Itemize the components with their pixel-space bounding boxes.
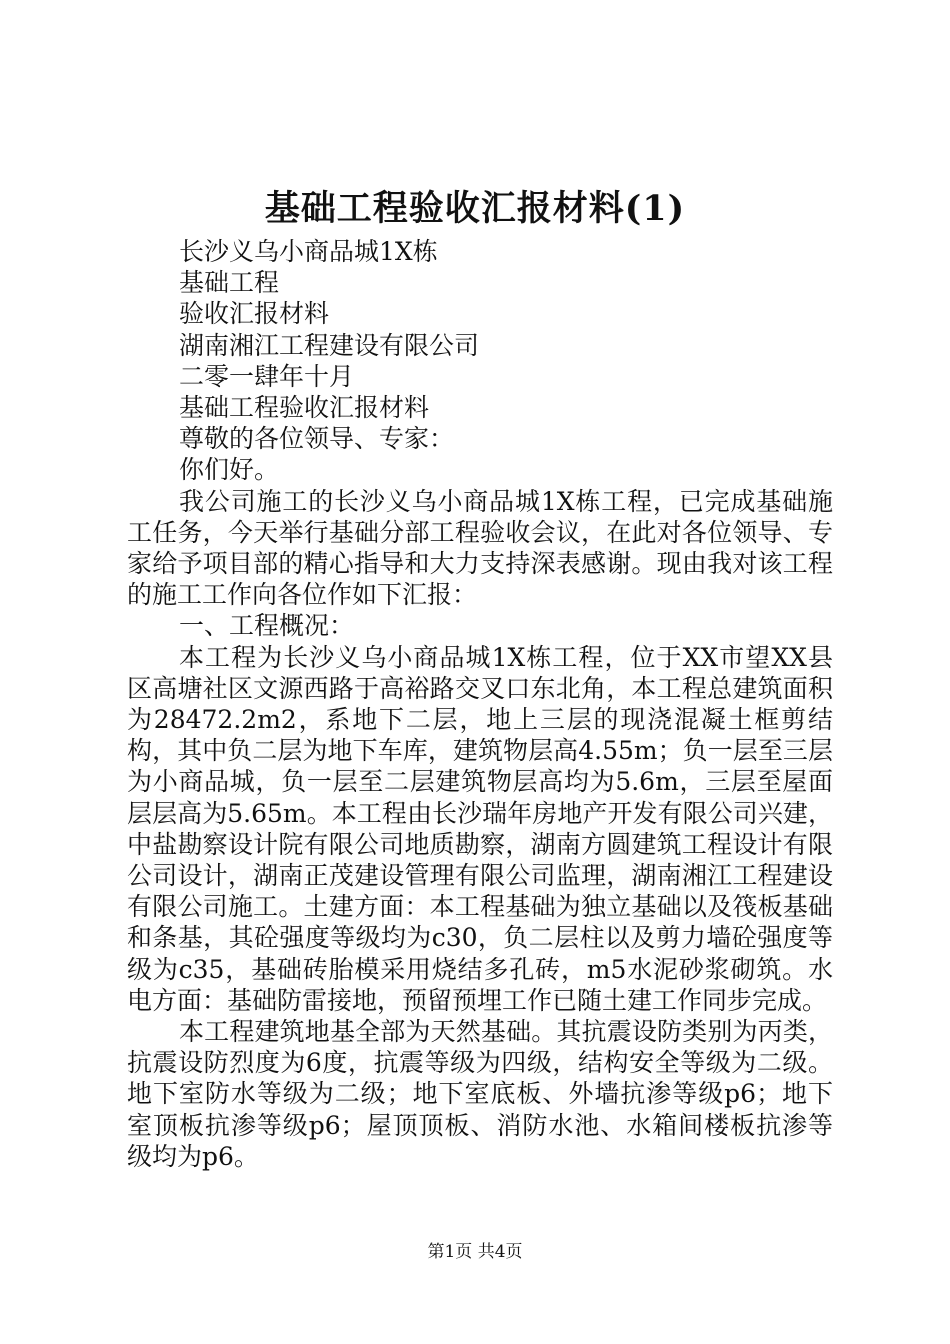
document-title: 基础工程验收汇报材料(1) [264, 188, 686, 229]
header-line-date: 二零一肆年十月 [179, 361, 355, 391]
header-line-subtitle: 基础工程验收汇报材料 [179, 393, 430, 423]
header-line-doc-type: 验收汇报材料 [179, 299, 330, 329]
header-line-company: 湖南湘江工程建设有限公司 [179, 330, 480, 360]
greeting: 你们好。 [179, 455, 280, 485]
paragraph-intro: 我公司施工的长沙义乌小商品城1X栋工程，已完成基础施工任务，今天举行基础分部工程验收会议，在此对各位领导、专家给予项目部的精心指导和大力支持深表感谢。现由我对该工程的施工工作向各位作如下汇报： [127, 486, 833, 610]
paragraph-seismic-waterproof: 本工程建筑地基全部为天然基础。其抗震设防类别为丙类，抗震设防烈度为6度，抗震等级为四级，结构安全等级为二级。地下室防水等级为二级；地下室底板、外墙抗渗等级p6；地下室顶板抗渗等级p6；屋顶顶板、消防水池、水箱间楼板抗渗等级均为p6。 [127, 1017, 833, 1171]
section-heading-overview: 一、工程概况： [179, 611, 355, 641]
paragraph-project-overview: 本工程为长沙义乌小商品城1X栋工程，位于XX市望XX县区高塘社区文源西路于高裕路交叉口东北角，本工程总建筑面积为28472.2m2，系地下二层，地上三层的现浇混凝土框剪结构，其中负二层为地下车库，建筑物层高4.55m；负一层至三层为小商品城，负一层至二层建筑物层高均为5.6m，三层至屋面层层高为5.65m。本工程由长沙瑞年房地产开发有限公司兴建，中盐勘察设计院有限公司地质勘察，湖南方圆建筑工程设计有限公司设计，湖南正茂建设管理有限公司监理，湖南湘江工程建设有限公司施工。土建方面：本工程基础为独立基础以及筏板基础和条基，其砼强度等级均为c30，负二层柱以及剪力墙砼强度等级为c35，基础砖胎模采用烧结多孔砖，m5水泥砂浆砌筑。水电方面：基础防雷接地，预留预埋工作已随土建工作同步完成。 [127, 642, 833, 1015]
page-number-footer: 第1页 共4页 [427, 1242, 523, 1262]
header-line-project: 长沙义乌小商品城1X栋 [179, 237, 438, 266]
header-line-scope: 基础工程 [179, 268, 280, 298]
document-body [127, 236, 833, 1172]
salutation: 尊敬的各位领导、专家： [179, 424, 455, 454]
